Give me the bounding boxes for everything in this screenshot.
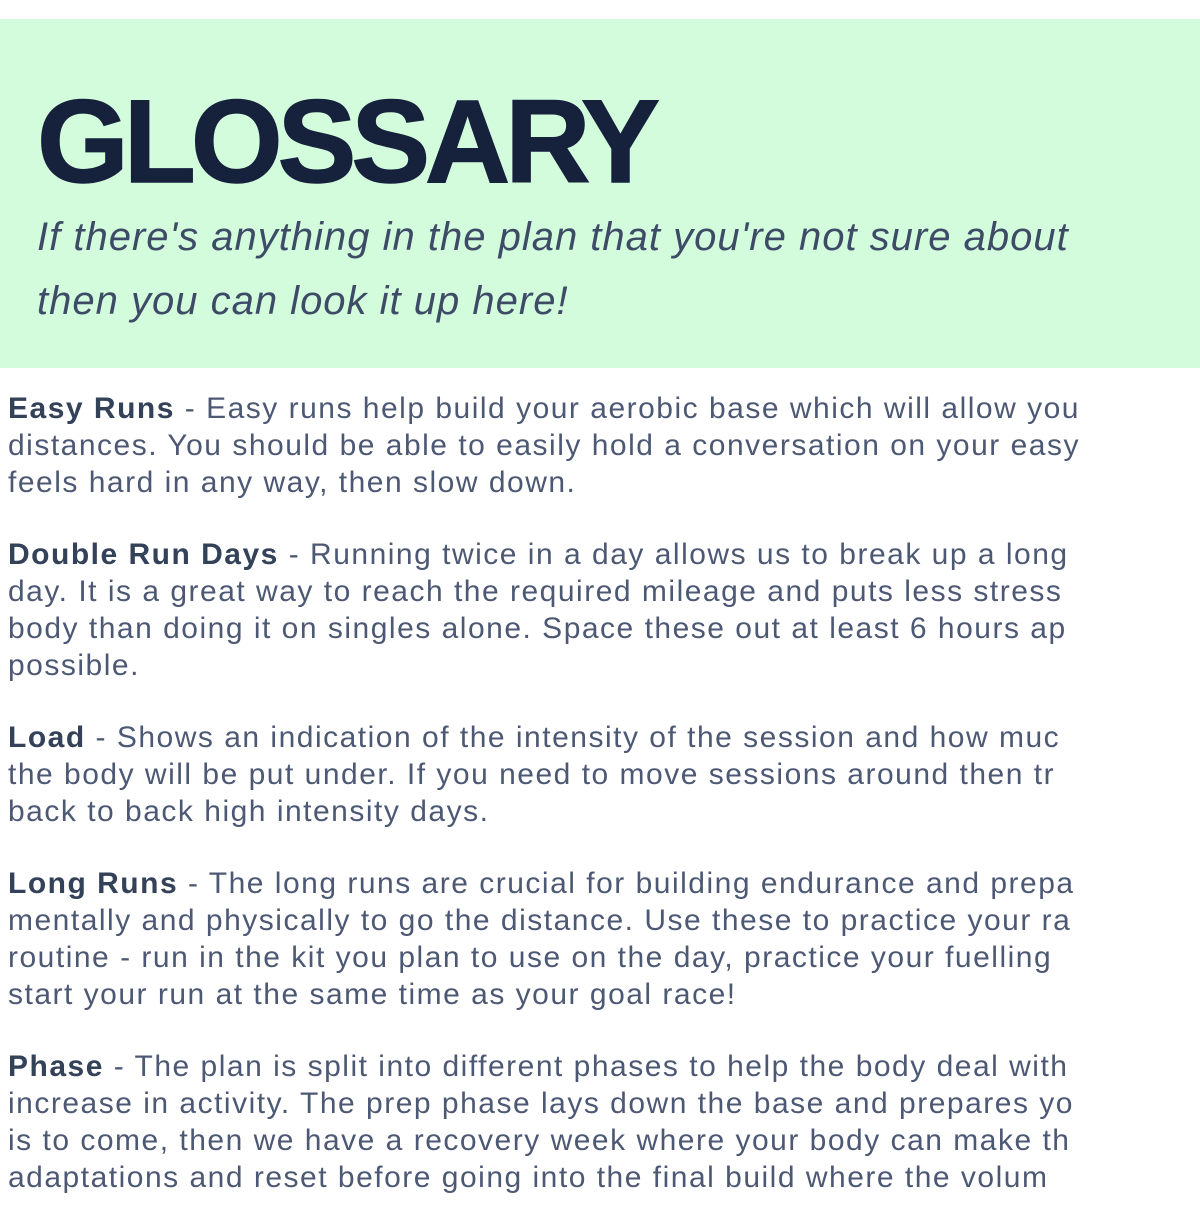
entry-first-line bbox=[8, 390, 1200, 427]
definition-line: possible. bbox=[8, 649, 140, 682]
definition-line: the body will be put under. If you need to move sessions around then tr bbox=[8, 758, 1056, 791]
definition-line: body than doing it on singles alone. Space these out at least 6 hours ap bbox=[8, 612, 1067, 645]
glossary-entry-long-runs bbox=[8, 865, 1200, 1013]
term-phase: Phase bbox=[8, 1050, 104, 1083]
term-long-runs: Long Runs bbox=[8, 867, 179, 900]
definition-text: - Easy runs help build your aerobic base which will allow you bbox=[174, 392, 1080, 425]
glossary-content bbox=[0, 368, 1200, 1196]
entry-first-line bbox=[8, 865, 1200, 902]
term-easy-runs: Easy Runs bbox=[8, 392, 175, 425]
page-subtitle bbox=[37, 205, 1200, 333]
glossary-entry-easy-runs bbox=[8, 390, 1200, 501]
definition-text: - The plan is split into different phases to help the body deal with bbox=[103, 1050, 1069, 1083]
definition-line: mentally and physically to go the distance. Use these to practice your ra bbox=[8, 904, 1072, 937]
entry-first-line bbox=[8, 1048, 1200, 1085]
definition-line: feels hard in any way, then slow down. bbox=[8, 466, 577, 499]
subtitle-line-1: If there's anything in the plan that you're not sure about bbox=[37, 214, 1069, 259]
entry-first-line bbox=[8, 719, 1200, 756]
definition-line: start your run at the same time as your goal race! bbox=[8, 978, 737, 1011]
definition-line: distances. You should be able to easily hold a conversation on your easy bbox=[8, 429, 1080, 462]
term-double-run-days: Double Run Days bbox=[8, 538, 279, 571]
glossary-entry-load bbox=[8, 719, 1200, 830]
entry-first-line bbox=[8, 536, 1200, 573]
page-title: GLOSSARY bbox=[37, 76, 655, 208]
definition-line: increase in activity. The prep phase lays down the base and prepares yo bbox=[8, 1087, 1074, 1120]
glossary-entry-double-run-days bbox=[8, 536, 1200, 684]
definition-text: - Shows an indication of the intensity of the session and how muc bbox=[85, 721, 1061, 754]
header-banner bbox=[0, 19, 1200, 368]
glossary-page bbox=[0, 19, 1200, 1219]
term-load: Load bbox=[8, 721, 86, 754]
definition-text: - The long runs are crucial for building endurance and prepa bbox=[178, 867, 1075, 900]
subtitle-line-2: then you can look it up here! bbox=[37, 278, 569, 323]
definition-line: day. It is a great way to reach the required mileage and puts less stress bbox=[8, 575, 1063, 608]
definition-line: adaptations and reset before going into the final build where the volum bbox=[8, 1161, 1049, 1194]
definition-line: routine - run in the kit you plan to use on the day, practice your fuelling bbox=[8, 941, 1053, 974]
definition-line: is to come, then we have a recovery week where your body can make th bbox=[8, 1124, 1071, 1157]
definition-line: back to back high intensity days. bbox=[8, 795, 490, 828]
definition-text: - Running twice in a day allows us to break up a long bbox=[278, 538, 1069, 571]
glossary-entry-phase bbox=[8, 1048, 1200, 1196]
